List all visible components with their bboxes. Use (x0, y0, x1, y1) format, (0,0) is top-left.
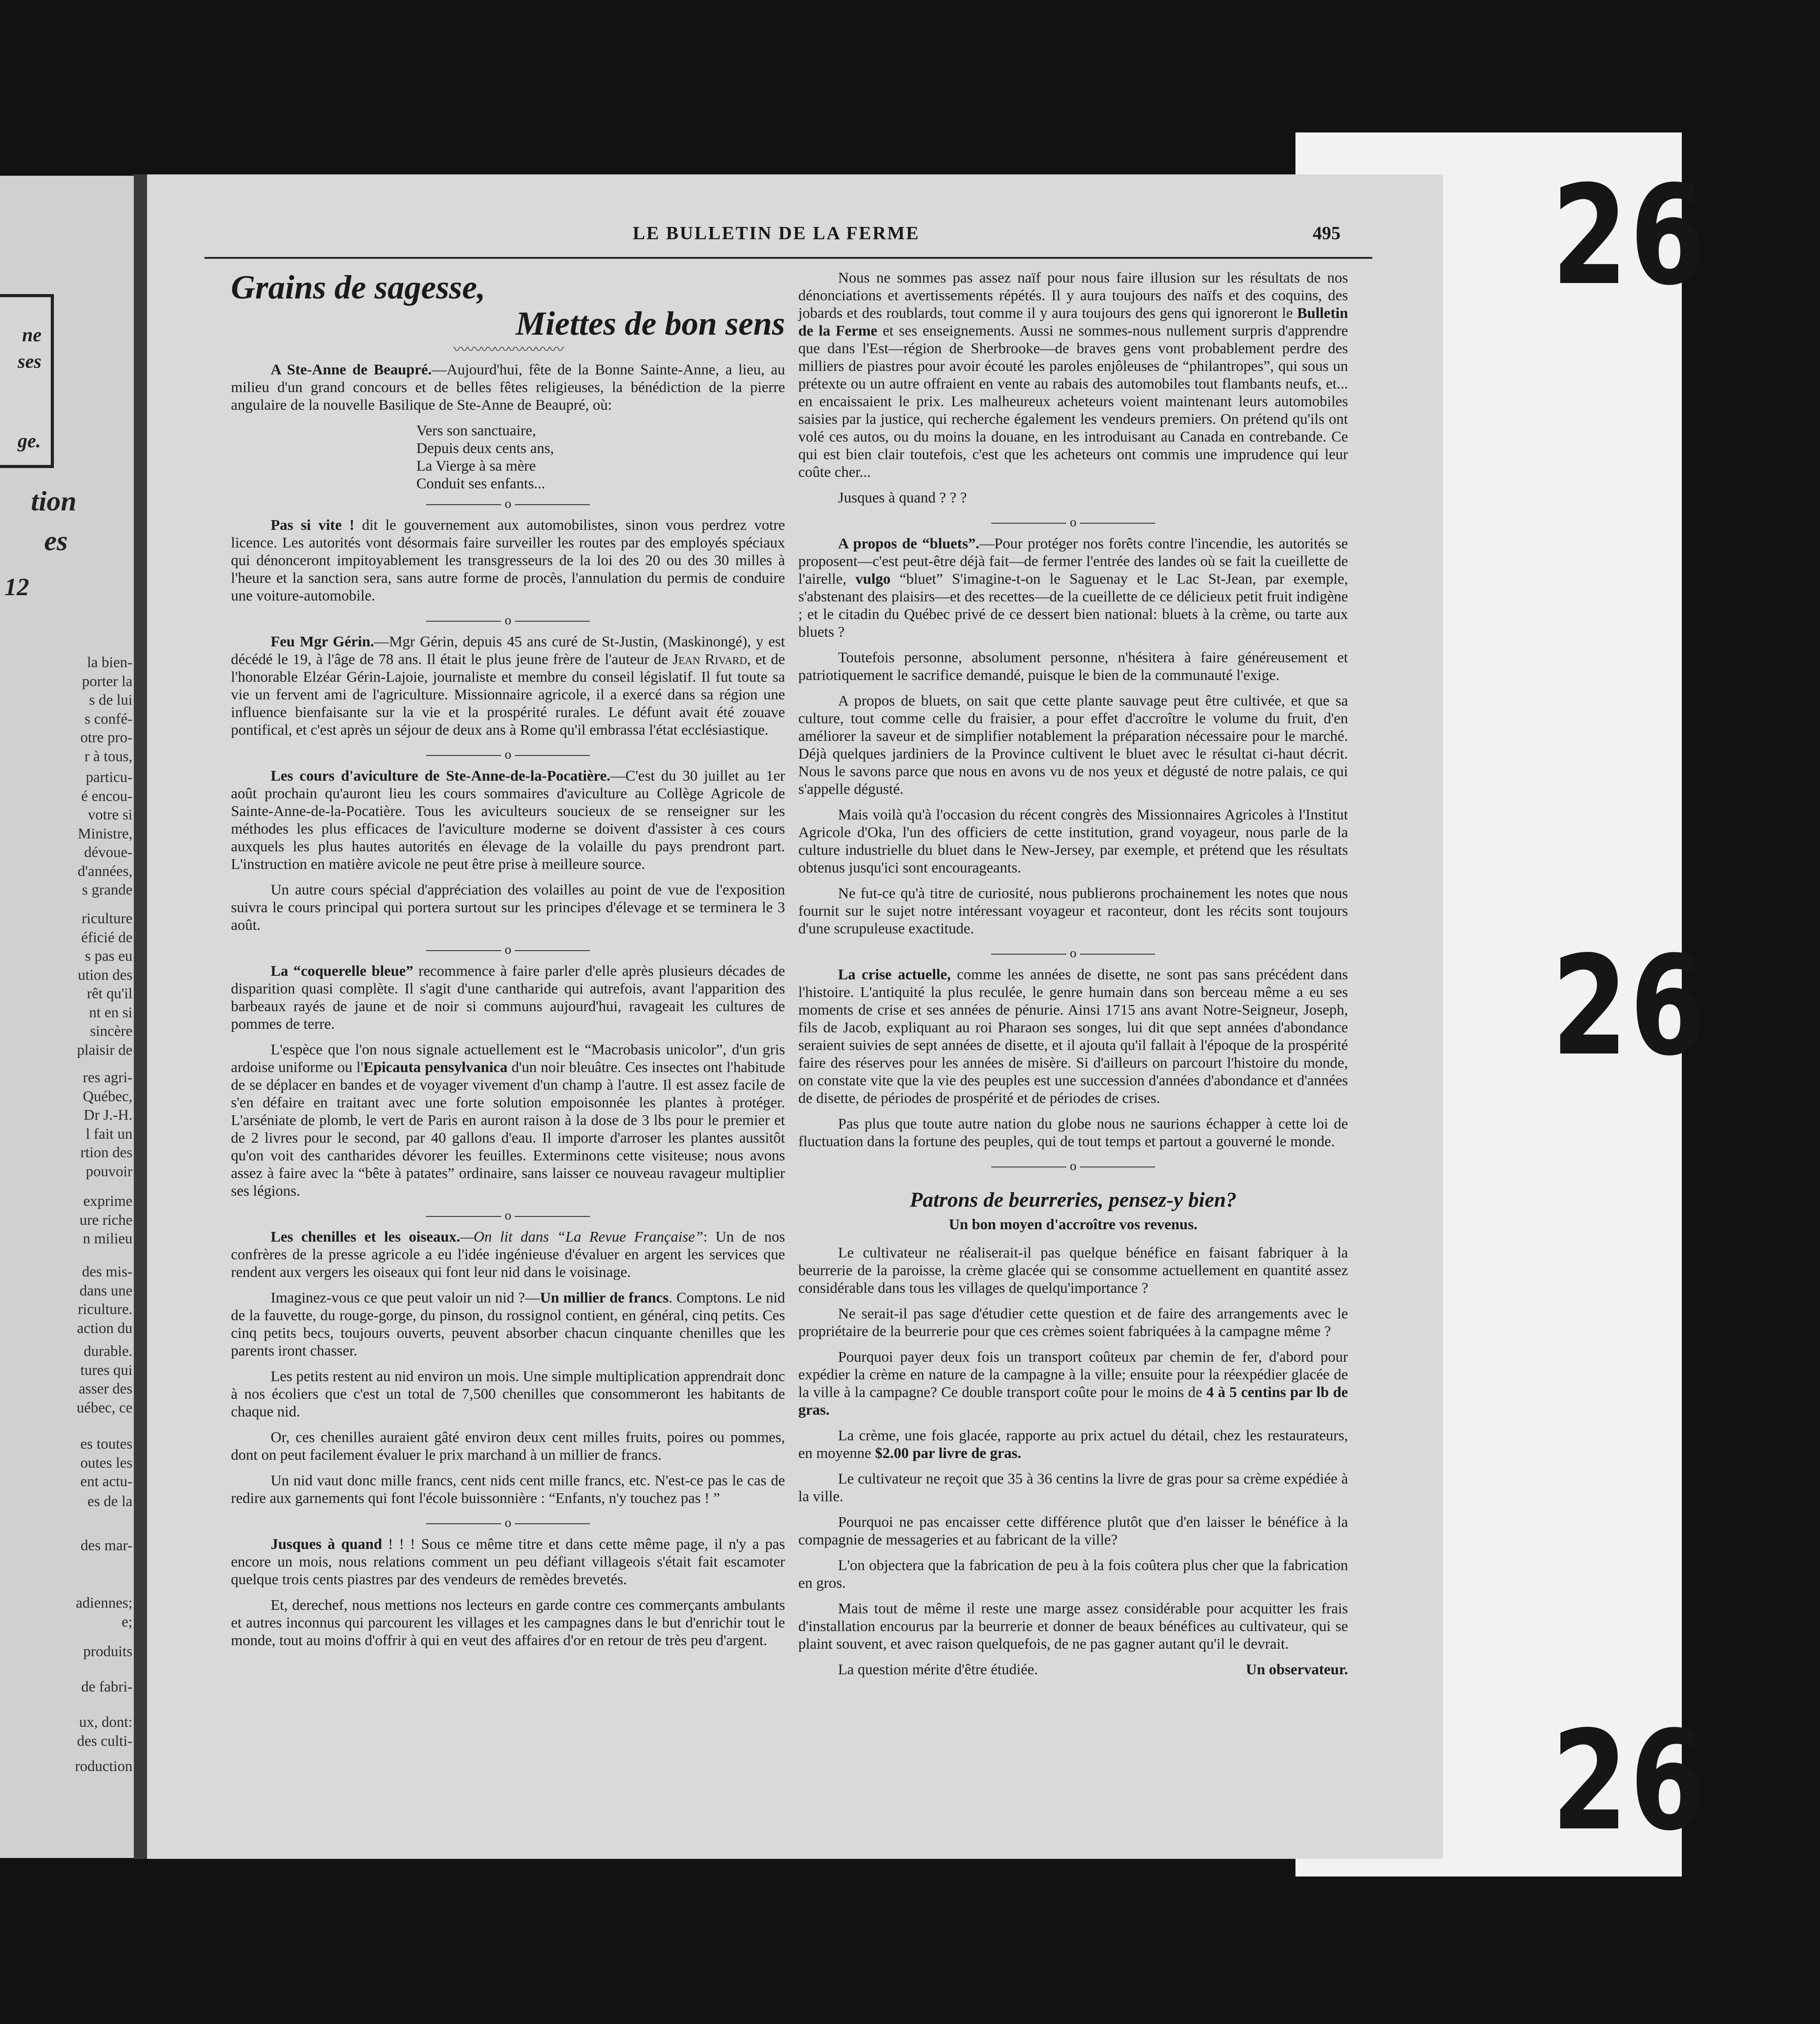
left-fragment-line: es toutes (80, 1436, 132, 1452)
left-fragment-line: particu- (86, 769, 132, 785)
left-fragment-line: s pas eu (85, 948, 132, 964)
beurreries-p8: Mais tout de même il reste une marge assez considérable pour acquitter les frais d'installation encourus par la beurrerie et donner de beaux bénéfices au cultivateur, qui se plaint souvent, et avec raison quelquefois, de ne pas gagner autant qu'il le devrait. (798, 1601, 1348, 1652)
article-coquerelle: La “coquerelle bleue” recommence à faire parler d'elle après plusieurs décades de disparition quasi complète. Il s'agit d'une cantharide qui autrefois, avant l'apparition des barbeaux rayés de jaune et de noir si communs aujourd'hui, ravageait les cultures de pommes de terre. (231, 963, 785, 1032)
separator: o (231, 496, 785, 511)
article-aviculture-p2: Un autre cours spécial d'appréciation des volailles au point de vue de l'exposition suivra le cours principal qui portera surtout sur les principes d'élevage et se terminera le 3 août. (231, 882, 785, 933)
left-fragment-line: éficié de (81, 929, 132, 946)
page-gutter (134, 174, 147, 1859)
left-fragment-line: rêt qu'il (87, 986, 132, 1002)
article-pas-si-vite: Pas si vite ! dit le gouvernement aux automobilistes, sinon vous perdrez votre licence. Les autorités vont désormais faire surveiller les routes par des employés spéciaux qui dénonceront impitoyablement les transgresseurs de la loi des 20 ou des 30 milles à l'heure et la sanction sera, sans autre forme de procès, l'annulation du permis de conduire une voiture-automobile. (231, 517, 785, 604)
left-fragment-line: Dr J.-H. (83, 1107, 132, 1123)
article-bluets: A propos de “bluets”.—Pour protéger nos forêts contre l'incendie, les autorités se proposent—c'est peut-être déjà fait—de fermer l'entrée des landes où se fait la cueillette de l'airelle, vulgo “bluet” S'imagine-t-on le Saguenay et le Lac St-Jean, par exemple, s'abstenant des plaisirs—et des recettes—de la cueillette de ce délicieux petit fruit indigène ; et le citadin du Québec privé de ce dessert bien national: bluets à la crème, ou tarte aux bluets ? (798, 536, 1348, 640)
left-fragment-line: rtion des (80, 1144, 132, 1161)
article-coquerelle-p2: L'espèce que l'on nous signale actuellement est le “Macrobasis unicolor”, d'un gris ardoise uniforme ou l'Epicauta pensylvanica d'un noir bleuâtre. Ces insectes ont l'habitude de se déplacer en bandes et de voyager vivement d'un champ à l'autre. Il est assez facile de s'en défaire en traitant avec une forte solution empoisonnée les plantes à protéger. L'arséniate de plomb, le vert de Paris en auront raison à la dose de 3 lbs pour le premier et de 2 livres pour le second, par 40 gallons d'eau. Il importe d'arroser les plantes aussitôt qu'on voit des cantharides dévorer les feuilles. Exterminons cette visiteuse; nous avons assez à faire avec la “bête à patates” ordinaire, sans laisser ce nouveau ravageur multiplier ses légions. (231, 1042, 785, 1199)
beurreries-p3: Pourquoi payer deux fois un transport coûteux par chemin de fer, d'abord pour expédier la crème en nature de la campagne à la ville; ensuite pour la réexpédier glacée de la ville à la campagne? Ce double transport coûte pour le moins de 4 à 5 centins par lb de gras. (798, 1349, 1348, 1418)
separator: o (231, 942, 785, 957)
signature: Un observateur. (1246, 1661, 1348, 1678)
article-jusques: Jusques à quand ! ! ! Sous ce même titre et dans cette même page, il n'y a pas encore un mois, nous relations comment un peu défiant villageois s'était fait escamoter quelque trois cents piastres par des vendeurs de remèdes brevetés. (231, 1536, 785, 1588)
poem-line: Conduit ses enfants... (416, 476, 545, 492)
article-mgr-gerin: Feu Mgr Gérin.—Mgr Gérin, depuis 45 ans curé de St-Justin, (Maskinongé), y est décédé le 19, à l'âge de 78 ans. Il était le plus jeune frère de l'auteur de Jean Rivard, et de l'honorable Elzéar Gérin-Lajoie, journaliste et membre du conseil législatif. Il fut toute sa vie un fervent ami de l'agriculture. Missionnaire agricole, il a exercé dans sa région une influence bienfaisante sur la vie et la prospérité rurales. Le défunt avait été zouave pontifical, et c'est après un séjour de deux ans à Rome qu'il embrassa l'état ecclésiastique. (231, 634, 785, 738)
left-heading: tion (31, 485, 77, 517)
article-heading-beurreries: Patrons de beurreries, pensez-y bien? (910, 1188, 1237, 1212)
poem-line: Vers son sanctuaire, (416, 423, 536, 439)
column-right (798, 269, 1348, 1687)
section-title-line2: Miettes de bon sens (515, 305, 785, 342)
page-header-title: LE BULLETIN DE LA FERME (633, 223, 920, 244)
article-chenilles-p2: Imaginez-vous ce que peut valoir un nid ?—Un millier de francs. Comptons. Le nid de la fauvette, du rouge-gorge, du pinson, du rossignol contient, en général, cinq petits. Ces cinq petits becs, toujours ouverts, peuvent absorber chacun cinquante chenilles que les parents iront chasser. (231, 1290, 785, 1359)
left-fragment-line: exprime (83, 1193, 132, 1209)
left-fragment-line: des mar- (80, 1537, 132, 1554)
separator: o (231, 1515, 785, 1530)
left-fragment-line: riculture (81, 910, 132, 927)
separator: o (798, 1159, 1348, 1174)
newspaper-page (147, 174, 1443, 1859)
box-line: ne (22, 324, 42, 346)
left-fragment-line: n milieu (83, 1231, 132, 1247)
article-escroquerie-end: Jusques à quand ? ? ? (838, 490, 967, 506)
card-number-middle: 26 (1552, 927, 1708, 1086)
poem-line: Depuis deux cents ans, (416, 440, 554, 457)
beurreries-p6: Pourquoi ne pas encaisser cette différence plutôt que d'en laisser le bénéfice à la compagnie de messageries et au fabricant de la ville? (798, 1514, 1348, 1548)
beurreries-p1: Le cultivateur ne réaliserait-il pas quelque bénéfice en faisant fabriquer à la beurrerie de la paroisse, la crème glacée qui se consomme actuellement en quantité assez considérable dans tous les villages de quelqu'importance ? (798, 1245, 1348, 1296)
separator: o (798, 946, 1348, 961)
left-fragment-line: res agri- (83, 1069, 132, 1086)
article-subheading: Un bon moyen d'accroître vos revenus. (949, 1216, 1197, 1233)
title-ornament: 〰〰〰〰〰〰〰〰 (453, 342, 563, 358)
card-number-top: 26 (1552, 156, 1708, 316)
left-fragment-line: produits (83, 1643, 132, 1660)
left-fragment-line: d'années, (77, 863, 132, 880)
separator: o (231, 1208, 785, 1223)
article-bluets-p2: Toutefois personne, absolument personne, n'hésitera à faire généreusement et patriotiquement le sacrifice demandé, puisque le bien de la communauté l'exige. (798, 649, 1348, 683)
box-line: ses (18, 351, 42, 372)
separator: o (798, 515, 1348, 530)
article-bluets-p5: Ne fut-ce qu'à titre de curiosité, nous publierons prochainement les notes que nous fournit sur le sujet notre intéressant voyageur et raconteur, dont les récits sont toujours d'une scrupuleuse exactitude. (798, 885, 1348, 937)
article-aviculture: Les cours d'aviculture de Ste-Anne-de-la-Pocatière.—C'est du 30 juillet au 1er août prochain qu'auront lieu les cours sommaires d'aviculture au Collège Agricole de Sainte-Anne-de-la-Pocatière. Tous les aviculteurs soucieux de se renseigner sur les méthodes les plus efficaces de l'aviculture moderne se doivent d'assister à ces cours auxquels les plus hautes autorités en élevage de la volaille du pays prendront part. L'instruction en matière avicole ne peut être prise à meilleure source. (231, 768, 785, 872)
article-ste-anne: A Ste-Anne de Beaupré.—Aujourd'hui, fête de la Bonne Sainte-Anne, a lieu, au milieu d'un grand concours et de belles fêtes religieuses, la bénédiction de la pierre angulaire de la nouvelle Basilique de Ste-Anne de Beaupré, où: (231, 362, 785, 413)
left-fragment-line: sincère (90, 1023, 132, 1039)
article-chenilles-p5: Un nid vaut donc mille francs, cent nids cent mille francs, etc. N'est-ce pas le cas de redire aux garnements qui font l'école buissonnière : “Enfants, n'y touchez pas ! ” (231, 1473, 785, 1507)
left-fragment-line: tures qui (80, 1362, 132, 1378)
left-fragment-line: Québec, (83, 1088, 132, 1105)
left-fragment-line: asser des (79, 1381, 132, 1397)
left-fragment-line: de fabri- (81, 1679, 132, 1695)
article-jusques-p2: Et, derechef, nous mettions nos lecteurs en garde contre ces commerçants ambulants et autres inconnus qui parcourent les villages et les campagnes dans le but d'enrichir tout le monde, tout au moins d'offrir à qui en veut des affaires d'or en retour de très peu d'argent. (231, 1597, 785, 1649)
left-fragment-line: l fait un (86, 1125, 132, 1142)
left-fragment-line: pouvoir (86, 1163, 132, 1180)
left-fragment-line: riculture. (78, 1301, 132, 1318)
left-fragment-line: plaisir de (77, 1042, 132, 1058)
left-fragment-line: otre pro- (80, 729, 132, 746)
article-chenilles-p3: Les petits restent au nid environ un mois. Une simple multiplication apprendrait donc à nos écoliers que c'est un total de 7,500 chenilles que consommeront les habitants de chaque nid. (231, 1368, 785, 1420)
left-fragment-line: action du (77, 1320, 132, 1337)
left-page-box (0, 294, 54, 468)
article-escroquerie: Nous ne sommes pas assez naïf pour nous faire illusion sur les résultats de nos dénonciations et avertissements répétés. Il y aura toujours des naïfs et des coquins, des jobards et des roublards, tout comme il y aura toujours des gens qui ignoreront le Bulletin de la Ferme et ses enseignements. Aussi ne sommes-nous nullement surpris d'apprendre que dans l'Est—région de Sherbrooke—de braves gens vont probablement perdre des milliers de piastres pour avoir écouté les paroles enjôleuses de “philantropes”, qui sous un prétexte ou un autre offraient en vente au rabais des automobiles tout flambants neufs, et... en encaissaient le prix. Les malheureux acheteurs voient maintenant leurs automobiles saisies par la justice, qui recherche également les vendeurs premiers. On prétend qu'ils ont volé ces autos, ou du moins la douane, en les introduisant au Canada en contrebande. Ce qui est bien clair toutefois, c'est que les acheteurs ont commis une imprudence qui leur coûte cher... (798, 270, 1348, 480)
left-fragment-line: é encou- (81, 788, 132, 804)
left-fragment-line: ux, dont: (79, 1714, 132, 1730)
left-fragment-line: la bien- (87, 654, 132, 671)
article-bluets-p4: Mais voilà qu'à l'occasion du récent congrès des Missionnaires Agricoles à l'Institut Agricole d'Oka, l'un des officiers de cette institution, grand voyageur, nous parle de la culture industrielle du bluet dans le New-Jersey, par exemple, et prétend que les résultats obtenus jusqu'ici sont encourageants. (798, 807, 1348, 876)
beurreries-p4: La crème, une fois glacée, rapporte au prix actuel du détail, chez les restaurateurs, en moyenne $2.00 par livre de gras. (798, 1427, 1348, 1461)
box-line: ge. (18, 430, 41, 452)
article-crise: La crise actuelle, comme les années de disette, ne sont pas sans précédent dans l'histoire. L'antiquité la plus reculée, le genre humain dans son berceau même a eu ses moments de crise et ses années de pénurie. Ainsi 1715 ans avant Notre-Seigneur, Joseph, fils de Jacob, expliquant au roi Pharaon ses songes, lui dit que sept années d'abondance seraient suivies de sept années de disette, et il ajouta qu'il fallait à l'époque de la prospérité faire des réserves pour les années de misère. Si d'ailleurs on parcourt l'histoire du monde, on constate vite que la vie des peuples est une succession d'années d'abondance et d'années de disette, de périodes de prospérité et de périodes de crises. (798, 967, 1348, 1106)
left-fragment-line: outes les (80, 1454, 132, 1471)
left-fragment-line: des culti- (77, 1733, 132, 1749)
left-fragment-line: ution des (78, 967, 132, 983)
section-title-line1: Grains de sagesse, (231, 269, 486, 306)
left-fragment-line: des mis- (82, 1264, 132, 1280)
left-fragment-line: uébec, ce (76, 1399, 132, 1416)
poem-line: La Vierge à sa mère (416, 458, 536, 474)
poem (416, 422, 785, 493)
left-fragment-line: r à tous, (84, 748, 132, 765)
header-rule (204, 257, 1372, 259)
article-crise-p2: Pas plus que toute autre nation du globe nous ne saurions échapper à cette loi de fluctuation dans la fortune des peuples, qui de tout temps et partout a gouverné le monde. (798, 1116, 1348, 1150)
left-fragment-line: es de la (87, 1493, 132, 1510)
article-bluets-p3: A propos de bluets, on sait que cette plante sauvage peut être cultivée, et que sa culture, tout comme celle du fraisier, a pour effet d'accroître le volume du fruit, d'en améliorer la saveur et de simplifier notablement la préparation nécessaire pour le marché. Déjà quelques jardiniers de la Province cultivent le bluet avec le résultat ci-haut décrit. Nous le savons parce que nous en avons vu de nos yeux et dégusté de notre palais, ce qui s'appelle dégusté. (798, 693, 1348, 797)
left-page-fragment (0, 176, 134, 1858)
lead: A Ste-Anne de Beaupré. (271, 362, 432, 378)
left-fragment-line: roduction (75, 1758, 132, 1775)
left-fragment-line: ure riche (79, 1212, 132, 1228)
left-fragment-line: s confé- (84, 710, 132, 727)
beurreries-closing: La question mérite d'être étudiée. Un observateur. (838, 1661, 1348, 1678)
left-fragment-line: nt en si (89, 1004, 132, 1021)
page-number: 495 (1313, 223, 1340, 244)
left-fragment-line: e; (121, 1613, 132, 1630)
article-chenilles-p4: Or, ces chenilles auraient gâté environ deux cent milles fruits, poires ou pommes, dont on peut facilement évaluer le prix marchand à un millier de francs. (231, 1429, 785, 1463)
left-heading: 12 (4, 574, 29, 601)
left-fragment-line: s grande (82, 882, 132, 898)
left-fragment-line: votre si (87, 807, 132, 823)
article-chenilles: Les chenilles et les oiseaux.—On lit dans “La Revue Française”: Un de nos confrères de la presse agricole a eu l'idée ingénieuse d'évaluer en argent les services que rendent aux vergers les oiseaux qui font leur nid dans le voisinage. (231, 1229, 785, 1280)
left-fragment-line: dévoue- (84, 844, 132, 861)
left-fragment-line: s de lui (89, 692, 132, 708)
beurreries-p2: Ne serait-il pas sage d'étudier cette question et de faire des arrangements avec le propriétaire de la beurrerie pour que ces crèmes soient fabriquées à la campagne même ? (798, 1306, 1348, 1340)
beurreries-p5: Le cultivateur ne reçoit que 35 à 36 centins la livre de gras pour sa crème expédiée à la ville. (798, 1471, 1348, 1505)
column-left (231, 269, 785, 1658)
separator: o (231, 747, 785, 762)
beurreries-p7: L'on objectera que la fabrication de peu à la fois coûtera plus cher que la fabrication en gros. (798, 1557, 1348, 1591)
left-fragment-line: Ministre, (78, 825, 132, 842)
left-fragment-line: dans une (79, 1282, 132, 1299)
left-fragment-line: ent actu- (80, 1473, 132, 1490)
card-number-bottom: 26 (1552, 1702, 1708, 1861)
left-fragment-line: durable. (83, 1343, 132, 1359)
left-heading: es (44, 525, 68, 556)
left-fragment-line: porter la (82, 673, 132, 690)
left-fragment-line: adiennes; (76, 1595, 132, 1611)
separator: o (231, 613, 785, 628)
